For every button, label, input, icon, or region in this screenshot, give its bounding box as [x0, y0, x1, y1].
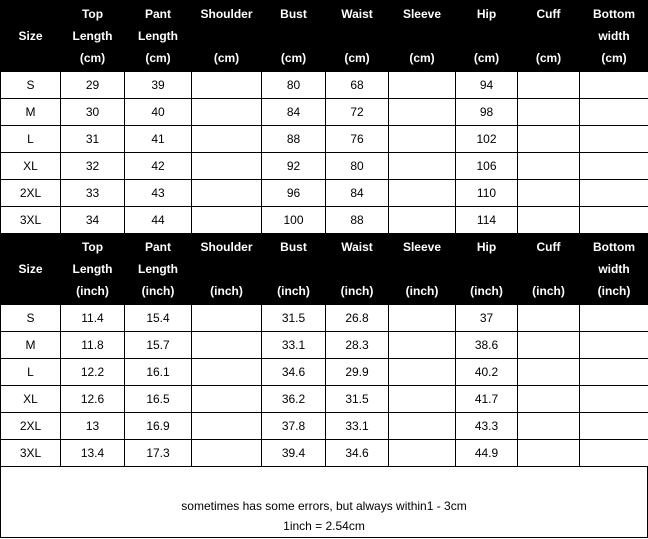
measurement-cell: 34	[61, 207, 125, 234]
measurement-cell: 40	[125, 99, 192, 126]
header-line: Bottom	[593, 240, 635, 254]
cm-table-header-row	[1, 1, 648, 72]
measurement-cell	[192, 126, 262, 153]
header-cell	[125, 1, 192, 72]
header-cell	[1, 1, 61, 72]
header-line: Hip	[476, 240, 497, 254]
measurement-cell	[580, 440, 648, 467]
header-line	[518, 25, 579, 47]
size-label-cell: 3XL	[1, 440, 61, 467]
measurement-cell: 11.8	[61, 332, 125, 359]
measurement-cell	[580, 126, 648, 153]
measurement-cell: 98	[456, 99, 518, 126]
measurement-cell	[192, 332, 262, 359]
table-row	[1, 126, 648, 153]
measurement-cell: 34.6	[326, 440, 389, 467]
measurement-cell: 96	[262, 180, 326, 207]
measurement-cell: 13.4	[61, 440, 125, 467]
error-note: sometimes has some errors, but always within1 - 3cm	[181, 499, 467, 513]
header-line: Sleeve	[402, 240, 442, 254]
header-line: (cm)	[409, 51, 435, 65]
measurement-cell: 43	[125, 180, 192, 207]
measurement-cell	[518, 413, 580, 440]
measurement-cell: 26.8	[326, 305, 389, 332]
header-cell	[518, 234, 580, 305]
size-label-cell: 2XL	[1, 413, 61, 440]
header-line	[389, 25, 455, 47]
measurement-cell	[192, 72, 262, 99]
measurement-cell: 100	[262, 207, 326, 234]
measurement-cell	[389, 332, 456, 359]
table-row	[1, 359, 648, 386]
measurement-cell	[580, 99, 648, 126]
measurement-cell: 92	[262, 153, 326, 180]
measurement-cell	[389, 126, 456, 153]
measurement-cell: 13	[61, 413, 125, 440]
header-line: Size	[18, 262, 43, 276]
measurement-cell: 11.4	[61, 305, 125, 332]
table-row	[1, 305, 648, 332]
measurement-cell	[389, 440, 456, 467]
measurement-cell	[580, 153, 648, 180]
header-line: (inch)	[340, 284, 374, 298]
table-row	[1, 153, 648, 180]
header-line: (cm)	[601, 51, 627, 65]
measurement-cell: 30	[61, 99, 125, 126]
measurement-cell: 36.2	[262, 386, 326, 413]
header-cell	[326, 1, 389, 72]
header-cell	[262, 234, 326, 305]
header-line: Shoulder	[200, 7, 253, 21]
measurement-cell: 39.4	[262, 440, 326, 467]
table-row	[1, 99, 648, 126]
size-label-cell: S	[1, 305, 61, 332]
measurement-cell: 38.6	[456, 332, 518, 359]
header-line: Waist	[341, 240, 373, 254]
header-line: Hip	[476, 7, 497, 21]
measurement-cell: 106	[456, 153, 518, 180]
measurement-cell	[580, 72, 648, 99]
header-cell	[389, 234, 456, 305]
measurement-cell	[580, 386, 648, 413]
header-line: width	[598, 29, 630, 43]
measurement-cell: 29.9	[326, 359, 389, 386]
header-line: Cuff	[536, 240, 561, 254]
header-line: (inch)	[405, 284, 439, 298]
measurement-cell	[389, 386, 456, 413]
measurement-cell	[580, 180, 648, 207]
measurement-cell	[518, 126, 580, 153]
header-line: (cm)	[535, 51, 562, 65]
size-label-cell: 3XL	[1, 207, 61, 234]
header-cell	[262, 1, 326, 72]
measurement-cell	[580, 207, 648, 234]
header-cell	[1, 234, 61, 305]
header-line: Waist	[341, 7, 373, 21]
header-line: Pant	[144, 7, 171, 21]
measurement-cell	[518, 440, 580, 467]
table-row	[1, 207, 648, 234]
measurement-cell: 33	[61, 180, 125, 207]
measurement-cell: 102	[456, 126, 518, 153]
header-line: (cm)	[344, 51, 370, 65]
measurement-cell	[192, 386, 262, 413]
size-label-cell: M	[1, 332, 61, 359]
measurement-cell: 28.3	[326, 332, 389, 359]
footer-note	[0, 467, 648, 538]
header-line: Pant	[144, 240, 171, 254]
header-line: Length	[138, 262, 178, 276]
measurement-cell: 110	[456, 180, 518, 207]
header-line: Length	[138, 29, 178, 43]
measurement-cell	[518, 207, 580, 234]
header-line: Length	[72, 262, 113, 276]
measurement-cell: 84	[262, 99, 326, 126]
measurement-cell	[518, 386, 580, 413]
measurement-cell: 68	[326, 72, 389, 99]
header-cell	[61, 1, 125, 72]
measurement-cell: 12.6	[61, 386, 125, 413]
measurement-cell	[518, 99, 580, 126]
header-line: Shoulder	[200, 240, 253, 254]
measurement-cell	[389, 72, 456, 99]
measurement-cell: 16.1	[125, 359, 192, 386]
header-line: (inch)	[141, 284, 175, 298]
measurement-cell	[518, 332, 580, 359]
measurement-cell	[580, 413, 648, 440]
measurement-cell	[580, 359, 648, 386]
header-line	[192, 25, 261, 47]
measurement-cell	[389, 153, 456, 180]
measurement-cell	[192, 413, 262, 440]
measurement-cell	[518, 180, 580, 207]
inch-table-header-row	[1, 234, 648, 305]
header-line: (cm)	[145, 51, 171, 65]
table-row	[1, 413, 648, 440]
measurement-cell: 41	[125, 126, 192, 153]
measurement-cell: 84	[326, 180, 389, 207]
measurement-cell: 80	[262, 72, 326, 99]
header-cell	[580, 1, 648, 72]
header-line: (inch)	[277, 284, 310, 298]
header-line	[262, 25, 325, 47]
measurement-cell: 33.1	[262, 332, 326, 359]
header-line: Top	[81, 7, 104, 21]
table-row	[1, 72, 648, 99]
header-cell	[580, 234, 648, 305]
header-line	[518, 258, 579, 280]
measurement-cell: 31.5	[326, 386, 389, 413]
measurement-cell: 15.7	[125, 332, 192, 359]
conversion-note: 1inch = 2.54cm	[283, 519, 365, 533]
header-line: Cuff	[536, 7, 561, 21]
header-cell	[192, 1, 262, 72]
header-line: Bust	[280, 240, 307, 254]
header-cell	[192, 234, 262, 305]
header-line	[326, 25, 388, 47]
measurement-cell: 114	[456, 207, 518, 234]
header-cell	[326, 234, 389, 305]
header-line: (inch)	[597, 284, 631, 298]
header-line: Top	[81, 240, 104, 254]
cm-section	[1, 1, 648, 234]
measurement-cell	[389, 180, 456, 207]
measurement-cell	[192, 99, 262, 126]
measurement-cell: 15.4	[125, 305, 192, 332]
inch-section	[1, 234, 648, 467]
header-line	[456, 258, 517, 280]
header-line: (inch)	[210, 284, 243, 298]
size-label-cell: L	[1, 126, 61, 153]
measurement-cell	[389, 413, 456, 440]
measurement-cell	[192, 153, 262, 180]
table-row	[1, 440, 648, 467]
header-line: Sleeve	[402, 7, 442, 21]
table-row	[1, 180, 648, 207]
measurement-cell: 43.3	[456, 413, 518, 440]
measurement-cell: 16.5	[125, 386, 192, 413]
measurement-cell: 40.2	[456, 359, 518, 386]
measurement-cell: 31.5	[262, 305, 326, 332]
header-cell	[456, 1, 518, 72]
header-line: (cm)	[473, 51, 500, 65]
size-label-cell: XL	[1, 153, 61, 180]
header-line: Bust	[280, 7, 307, 21]
table-row	[1, 332, 648, 359]
header-cell	[125, 234, 192, 305]
measurement-cell: 31	[61, 126, 125, 153]
measurement-cell: 34.6	[262, 359, 326, 386]
measurement-cell	[192, 207, 262, 234]
header-line: (cm)	[213, 51, 240, 65]
measurement-cell: 17.3	[125, 440, 192, 467]
header-line	[262, 258, 325, 280]
measurement-cell	[389, 305, 456, 332]
measurement-cell: 37.8	[262, 413, 326, 440]
header-line: Length	[72, 29, 113, 43]
measurement-cell	[192, 440, 262, 467]
header-cell	[61, 234, 125, 305]
header-line: Size	[18, 29, 43, 43]
header-line: (cm)	[280, 51, 307, 65]
measurement-cell: 76	[326, 126, 389, 153]
measurement-cell: 94	[456, 72, 518, 99]
header-line: (inch)	[76, 284, 109, 298]
header-line: (inch)	[470, 284, 503, 298]
measurement-cell	[580, 305, 648, 332]
header-cell	[456, 234, 518, 305]
header-line	[326, 258, 388, 280]
size-label-cell: 2XL	[1, 180, 61, 207]
measurement-cell: 12.2	[61, 359, 125, 386]
measurement-cell	[518, 153, 580, 180]
measurement-cell: 80	[326, 153, 389, 180]
header-cell	[518, 1, 580, 72]
measurement-cell: 41.7	[456, 386, 518, 413]
measurement-cell: 44	[125, 207, 192, 234]
measurement-cell	[192, 359, 262, 386]
size-label-cell: XL	[1, 386, 61, 413]
measurement-cell	[389, 207, 456, 234]
header-line	[389, 258, 455, 280]
size-label-cell: S	[1, 72, 61, 99]
measurement-cell: 42	[125, 153, 192, 180]
measurement-cell: 16.9	[125, 413, 192, 440]
header-line: (inch)	[532, 284, 565, 298]
header-line: width	[598, 262, 630, 276]
measurement-cell: 29	[61, 72, 125, 99]
measurement-cell: 33.1	[326, 413, 389, 440]
measurement-cell	[518, 72, 580, 99]
table-row	[1, 386, 648, 413]
size-label-cell: M	[1, 99, 61, 126]
header-line	[192, 258, 261, 280]
measurement-cell: 39	[125, 72, 192, 99]
measurement-cell	[518, 305, 580, 332]
header-cell	[389, 1, 456, 72]
measurement-cell	[518, 359, 580, 386]
header-line: (cm)	[79, 51, 106, 65]
measurement-cell: 88	[326, 207, 389, 234]
measurement-cell	[192, 180, 262, 207]
measurement-cell	[580, 332, 648, 359]
measurement-cell	[389, 99, 456, 126]
measurement-cell: 72	[326, 99, 389, 126]
measurement-cell: 37	[456, 305, 518, 332]
measurement-cell: 32	[61, 153, 125, 180]
measurement-cell	[389, 359, 456, 386]
header-line: Bottom	[593, 7, 635, 21]
measurement-cell: 88	[262, 126, 326, 153]
measurement-cell	[192, 305, 262, 332]
header-line	[456, 25, 517, 47]
measurement-cell: 44.9	[456, 440, 518, 467]
size-label-cell: L	[1, 359, 61, 386]
